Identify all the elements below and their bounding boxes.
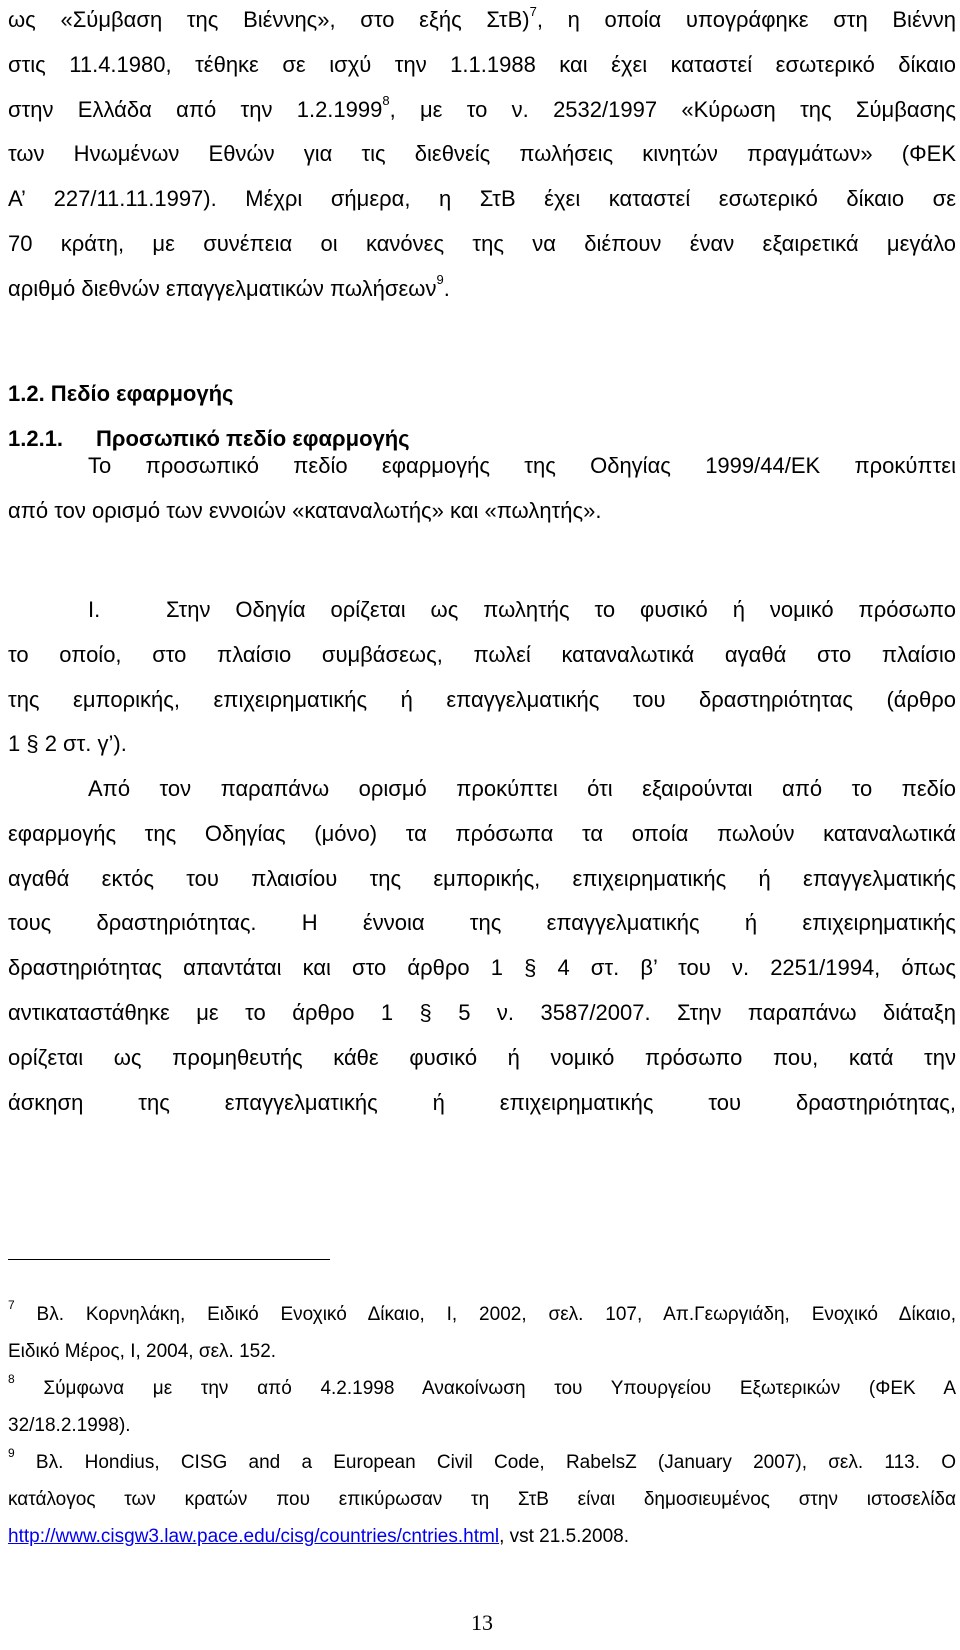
footnote-9: $^9$ Βλ. Hondius, CISG and a European Civil Code, RabelsZ (January 2007), σελ. 113. Ο	[8, 1445, 956, 1473]
intro-paragraph	[8, 0, 956, 312]
paragraph-i	[8, 588, 956, 767]
text-line: δραστηριότητας απαντάται και στο άρθρο 1 § 4 στ. β’ του ν. 2251/1994, όπως	[8, 955, 956, 981]
cisg-countries-link[interactable]: http://www.cisgw3.law.pace.edu/cisg/countries/cntries.html	[8, 1526, 500, 1547]
text-line: το οποίο, στο πλαίσιο συμβάσεως, πωλεί καταναλωτικά αγαθά στο πλαίσιο	[8, 641, 956, 667]
text-line: ορίζεται ως προμηθευτής κάθε φυσικό ή νομικό πρόσωπο που, κατά την	[8, 1044, 956, 1070]
footnote-9-link-line: http://www.cisgw3.law.pace.edu/cisg/countries/cntries.html, vst 21.5.2008.	[8, 1526, 629, 1547]
text-line: αριθμό διεθνών επαγγελματικών πωλήσεων$^9$.	[8, 272, 450, 301]
footnote-number: 8	[8, 1371, 15, 1386]
text-line: των Ηνωμένων Εθνών για τις διεθνείς πωλήσεις κινητών πραγμάτων» (ΦΕΚ	[8, 141, 956, 167]
document-page	[8, 0, 956, 1650]
text-line: στις 11.4.1980, τέθηκε σε ισχύ την 1.1.1988 και έχει καταστεί εσωτερικό δίκαιο	[8, 51, 956, 77]
heading-title: Προσωπικό πεδίο εφαρμογής	[96, 426, 410, 451]
footnote-ref-8: 8	[382, 93, 390, 109]
footnote-9-cont: κατάλογος των κρατών που επικύρωσαν τη ΣτΒ είναι δημοσιευμένος στην ιστοσελίδα	[8, 1489, 956, 1510]
heading-number: 1.2.1.	[8, 426, 64, 451]
text-line: τους δραστηριότητας. Η έννοια της επαγγελματικής ή επιχειρηματικής	[8, 910, 956, 936]
footnote-number: 7	[8, 1297, 15, 1312]
footnote-8: $^8$ Σύμφωνα με την από 4.2.1998 Ανακοίνωση του Υπουργείου Εξωτερικών (ΦΕΚ Α	[8, 1371, 956, 1399]
roman-numeral: I.	[88, 597, 101, 622]
text-line: I. Στην Οδηγία ορίζεται ως πωλητής το φυσικό ή νομικό πρόσωπο	[8, 588, 956, 633]
definition-paragraph	[8, 767, 956, 1125]
footnote-separator	[8, 1259, 330, 1260]
section-heading-1-2: 1.2. Πεδίο εφαρμογής	[8, 381, 234, 406]
text-line: από τον ορισμό των εννοιών «καταναλωτής» και «πωλητής».	[8, 497, 602, 523]
text-line: Το προσωπικό πεδίο εφαρμογής της Οδηγίας 1999/44/ΕΚ προκύπτει	[88, 453, 956, 478]
text-line: Α’ 227/11.11.1997). Μέχρι σήμερα, η ΣτΒ έχει καταστεί εσωτερικό δίκαιο σε	[8, 186, 956, 212]
text-line: στην Ελλάδα από την 1.2.1999$^8$, με το ν. 2532/1997 «Κύρωση της Σύμβασης	[8, 93, 956, 122]
text-line: άσκηση της επαγγελματικής ή επιχειρηματικής του δραστηριότητας,	[8, 1089, 956, 1115]
footnote-number: 9	[8, 1445, 15, 1460]
footnote-8-cont: 32/18.2.1998).	[8, 1415, 131, 1436]
page-number: 13	[471, 1610, 493, 1635]
text-line: 1 § 2 στ. γ’).	[8, 731, 127, 757]
footnote-ref-7: 7	[529, 3, 537, 19]
scope-paragraph	[8, 444, 956, 534]
footnotes	[8, 1296, 956, 1555]
footnote-7: $^7$ Βλ. Κορνηλάκη, Ειδικό Ενοχικό Δίκαιο, Ι, 2002, σελ. 107, Απ.Γεωργιάδη, Ενοχικό Δίκαιο,	[8, 1297, 956, 1325]
text-line: 70 κράτη, με συνέπεια οι κανόνες της να διέπουν έναν εξαιρετικά μεγάλο	[8, 230, 956, 256]
text-line: της εμπορικής, επιχειρηματικής ή επαγγελματικής του δραστηριότητας (άρθρο	[8, 686, 956, 712]
text-line: αντικαταστάθηκε με το άρθρο 1 § 5 ν. 3587/2007. Στην παραπάνω διάταξη	[8, 999, 956, 1025]
footnote-7-cont: Ειδικό Μέρος, Ι, 2004, σελ. 152.	[8, 1341, 277, 1362]
text-line: εφαρμογής της Οδηγίας (μόνο) τα πρόσωπα τα οποία πωλούν καταναλωτικά	[8, 820, 956, 846]
footnote-ref-9: 9	[436, 272, 444, 288]
text-line: Από τον παραπάνω ορισμό προκύπτει ότι εξαιρούνται από το πεδίο	[88, 776, 956, 801]
text-line: ως «Σύμβαση της Βιέννης», στο εξής ΣτΒ)$^7$, η οποία υπογράφηκε στη Βιέννη	[8, 3, 956, 32]
text-line: αγαθά εκτός του πλαισίου της εμπορικής, επιχειρηματικής ή επαγγελματικής	[8, 865, 956, 891]
